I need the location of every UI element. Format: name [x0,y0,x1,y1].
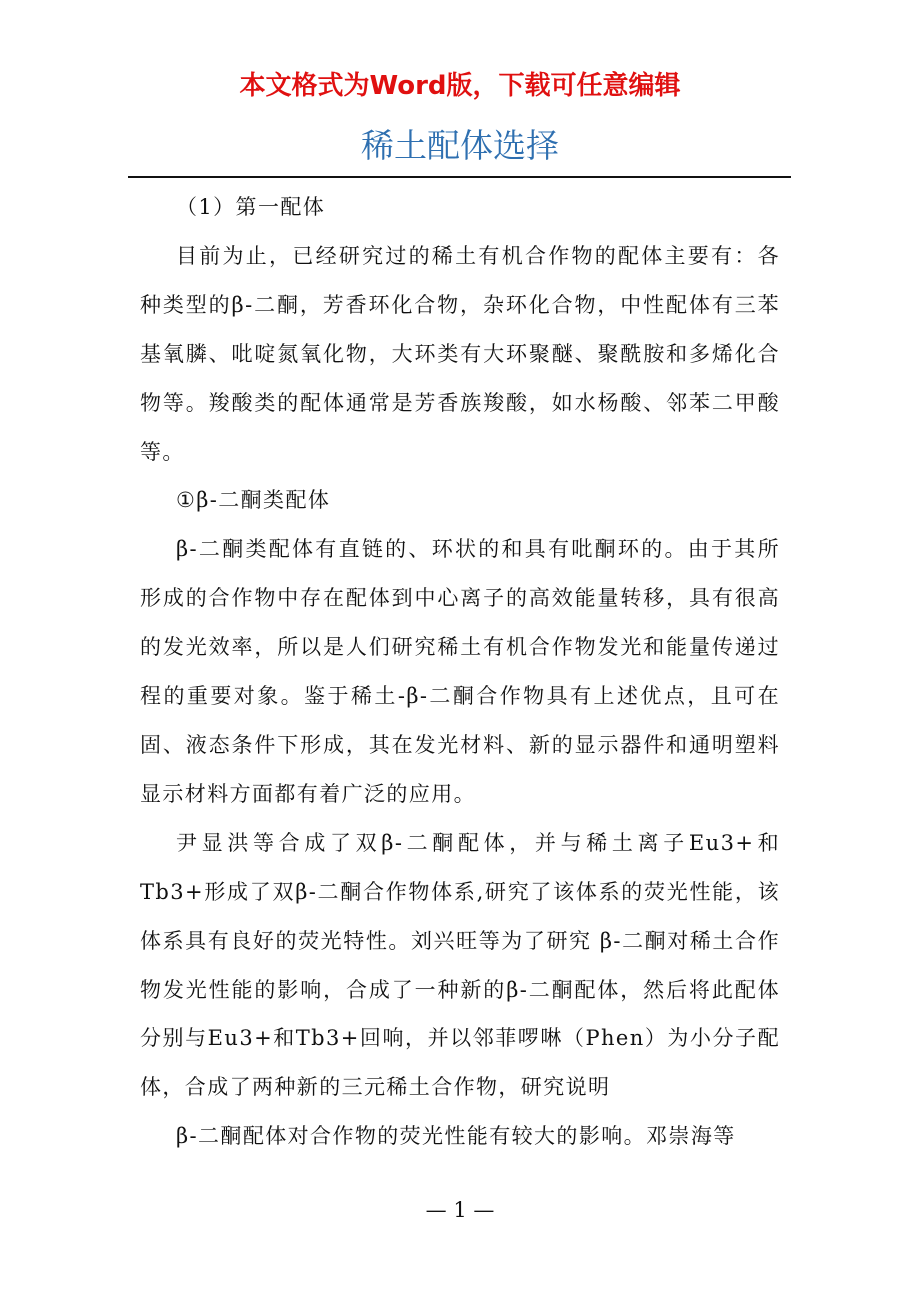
document-title: 稀土配体选择 [361,126,559,165]
paragraph-beta-diketone-properties: β-二酮类配体有直链的、环状的和具有吡酮环的。由于其所形成的合作物中存在配体到中心离子的高效能量转移，具有很高的发光效率，所以是人们研究稀土有机合作物发光和能量传递过程的重要对象。鉴于稀土-β-二酮合作物具有上述优点，且可在固、液态条件下形成，其在发光材料、新的显示器件和通明塑料显示材料方面都有着广泛的应用。 [140,537,780,806]
paragraph-ligand-overview: 目前为止，已经研究过的稀土有机合作物的配体主要有：各种类型的β-二酮，芳香环化合物，杂环化合物，中性配体有三苯基氧膦、吡啶氮氧化物，大环类有大环聚醚、聚酰胺和多烯化合物等。羧酸类的配体通常是芳香族羧酸，如水杨酸、邻苯二甲酸等。 [140,243,780,464]
section-heading-beta-diketone: ①β-二酮类配体 [176,488,331,513]
paragraph-research-examples: 尹显洪等合成了双β-二酮配体，并与稀土离子Eu3+和Tb3+形成了双β-二酮合作物体系,研究了该体系的荧光性能，该体系具有良好的荧光特性。刘兴旺等为了研究 β-二酮对稀土合作物发光性能的影响，合成了一种新的β-二酮配体，然后将此配体分别与Eu3+和Tb3+回响，并以邻菲啰啉（Phen）为小分子配体，合成了两种新的三元稀土合作物，研究说明 [140,830,780,1100]
page-number: — 1 — [425,1198,495,1222]
title-divider [128,176,791,178]
paragraph-continuation: β-二酮配体对合作物的荧光性能有较大的影响。邓崇海等 [176,1124,736,1149]
document-body [140,183,780,1161]
section-heading-first-ligand: （1）第一配体 [176,195,326,219]
format-banner: 本文格式为Word版，下载可任意编辑 [239,71,681,101]
